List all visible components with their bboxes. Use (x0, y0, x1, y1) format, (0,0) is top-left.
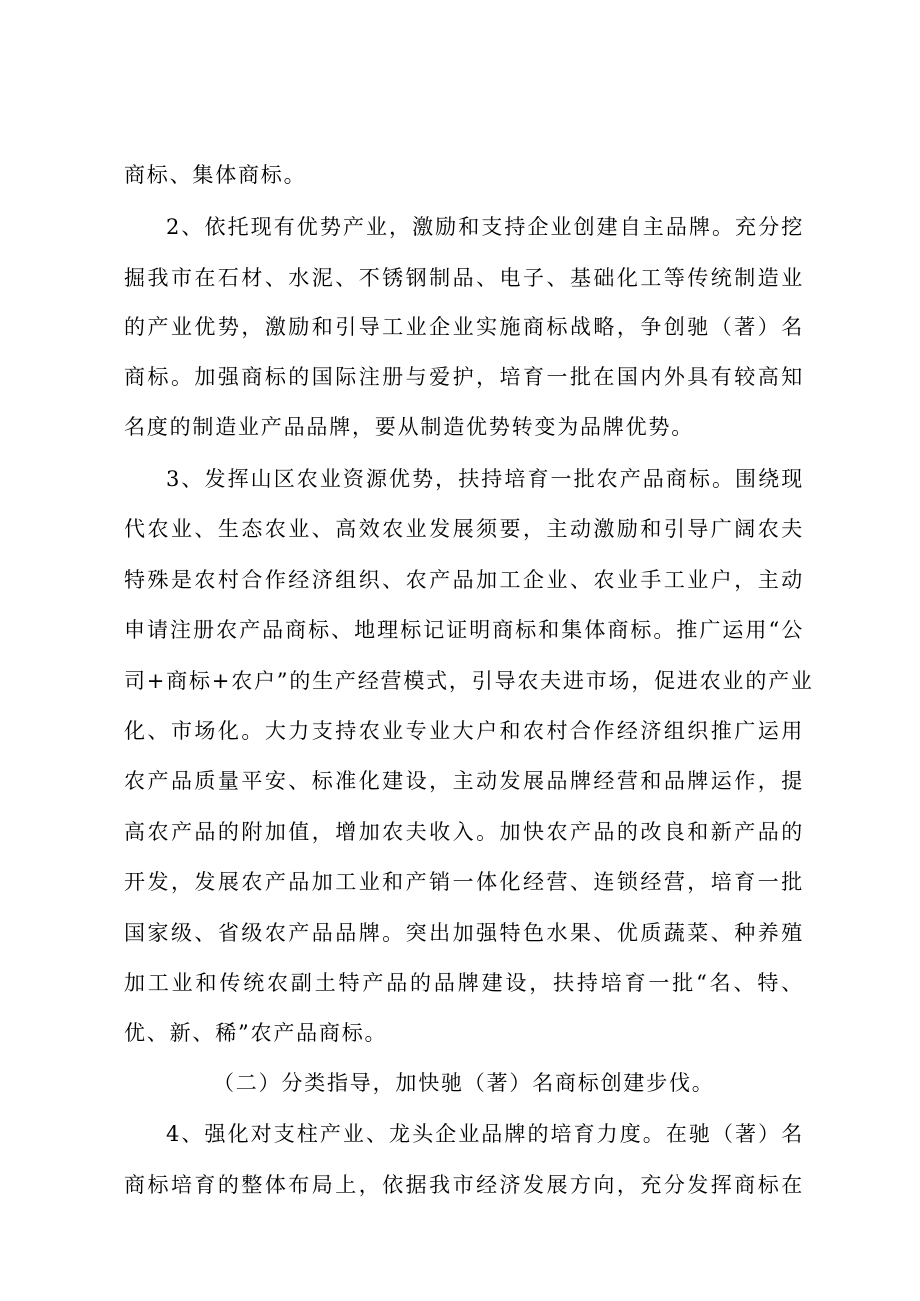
paragraph-2-line: 名度的制造业产品品牌，要从制造优势转变为品牌优势。 (124, 415, 694, 439)
paragraph-2-line: 商标。加强商标的国际注册与爱护，培育一批在国内外具有较高知 (124, 365, 804, 389)
paragraph-3-line: 优、新、稀”农产品商标。 (124, 1021, 388, 1045)
paragraph-2-line: 的产业优势，激励和引导工业企业实施商标战略，争创驰（著）名 (124, 315, 804, 339)
paragraph-3-line: 3、发挥山区农业资源优势，扶持培育一批农产品商标。围绕现 (166, 467, 804, 491)
section-heading: （二）分类指导，加快驰（著）名商标创建步伐。 (213, 1071, 715, 1095)
paragraph-3-line: 高农产品的附加值，增加农夫收入。加快农产品的改良和新产品的 (124, 820, 804, 844)
paragraph-3-line: 化、市场化。大力支持农业专业大户和农村合作经济组织推广运用 (124, 719, 804, 743)
paragraph-3-line: 申请注册农产品商标、地理标记证明商标和集体商标。推广运用“公 (124, 618, 804, 642)
paragraph-3-line: 代农业、生态农业、高效农业发展须要，主动激励和引导广阔农夫 (124, 517, 804, 541)
paragraph-3-line: 国家级、省级农产品品牌。突出加强特色水果、优质蔬菜、种养殖 (124, 921, 804, 945)
text-line: 商标、集体商标。 (124, 163, 307, 187)
paragraph-2-line: 2、依托现有优势产业，激励和支持企业创建自主品牌。充分挖 (166, 215, 804, 239)
paragraph-3-line: 开发，发展农产品加工业和产销一体化经营、连锁经营，培育一批 (124, 870, 804, 894)
paragraph-3-line: 农产品质量平安、标准化建设，主动发展品牌经营和品牌运作，提 (124, 769, 804, 793)
paragraph-2-line: 掘我市在石材、水泥、不锈钢制品、电子、基础化工等传统制造业 (124, 266, 804, 290)
paragraph-4-line: 4、强化对支柱产业、龙头企业品牌的培育力度。在驰（著）名 (166, 1122, 804, 1146)
paragraph-3-line: 特殊是农村合作经济组织、农产品加工企业、农业手工业户，主动 (124, 568, 804, 592)
paragraph-3-line: 加工业和传统农副土特产品的品牌建设，扶持培育一批“名、特、 (124, 971, 804, 995)
paragraph-3-line: 司+商标+农户”的生产经营模式，引导农夫进市场，促进农业的产业 (124, 669, 814, 693)
paragraph-4-line: 商标培育的整体布局上，依据我市经济发展方向，充分发挥商标在 (124, 1173, 804, 1197)
